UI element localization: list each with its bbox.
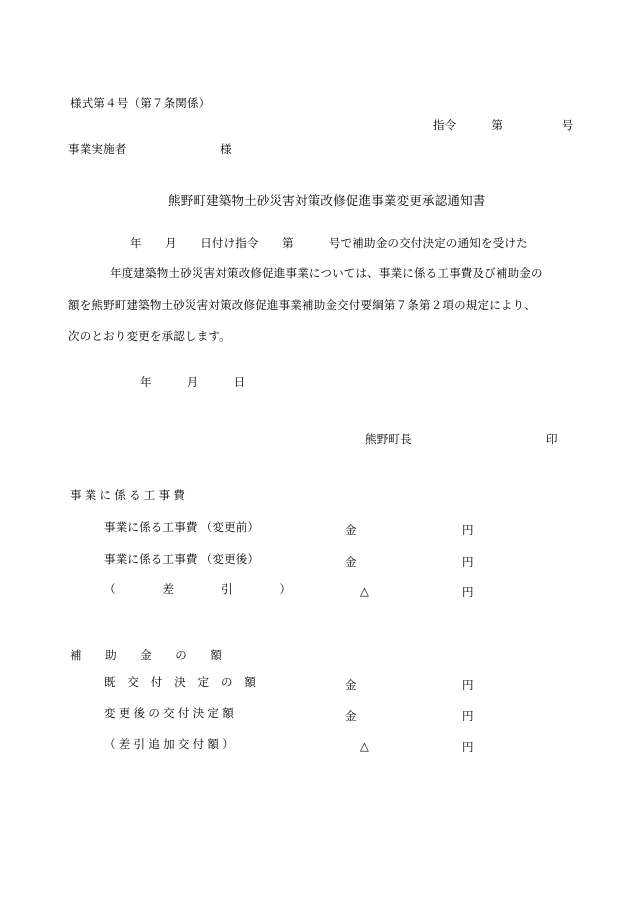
recipient-line: 事業実施者 様	[68, 144, 232, 156]
unit-subsidy-existing: 円	[462, 680, 474, 692]
page-title: 熊野町建築物土砂災害対策改修促進事業変更承認通知書	[168, 194, 486, 208]
amount-mark-cost-before: 金	[345, 525, 357, 537]
unit-subsidy-difference: 円	[462, 742, 474, 754]
section-heading-construction-cost: 事 業 に 係 る 工 事 費	[70, 490, 186, 502]
amount-mark-subsidy-difference: △	[360, 741, 369, 753]
amount-mark-subsidy-existing: 金	[345, 680, 357, 692]
amount-mark-subsidy-after: 金	[345, 711, 357, 723]
row-label-subsidy-difference: （ 差 引 追 加 交 付 額 ）	[104, 739, 234, 751]
signer-name: 熊野町長	[365, 434, 412, 446]
row-label-cost-after: 事業に係る工事費 （変更後）	[104, 554, 260, 566]
row-label-cost-before: 事業に係る工事費 （変更前）	[104, 522, 260, 534]
body-line-1: 年 月 日付け指令 第 号で補助金の交付決定の通知を受けた	[130, 238, 528, 250]
unit-subsidy-after: 円	[462, 711, 474, 723]
body-line-2: 年度建築物土砂災害対策改修促進事業については、事業に係る工事費及び補助金の	[110, 268, 543, 280]
unit-cost-before: 円	[462, 525, 474, 537]
body-line-3: 額を熊野町建築物土砂災害対策改修促進事業補助金交付要綱第７条第２項の規定により、	[68, 300, 536, 312]
body-line-4: 次のとおり変更を承認します。	[68, 331, 231, 343]
form-number: 様式第４号（第７条関係）	[70, 98, 211, 110]
section-heading-subsidy-amount: 補 助 金 の 額	[70, 650, 223, 662]
row-label-cost-difference: （ 差 引 ）	[104, 584, 292, 596]
amount-mark-cost-after: 金	[345, 557, 357, 569]
unit-cost-difference: 円	[462, 587, 474, 599]
seal-mark: 印	[546, 434, 558, 446]
row-label-subsidy-existing: 既 交 付 決 定 の 額	[104, 677, 257, 689]
order-number-line: 指令 第 号	[433, 120, 574, 132]
unit-cost-after: 円	[462, 557, 474, 569]
issue-date-line: 年 月 日	[140, 377, 246, 389]
amount-mark-cost-difference: △	[360, 586, 369, 598]
row-label-subsidy-after: 変 更 後 の 交 付 決 定 額	[104, 708, 234, 720]
